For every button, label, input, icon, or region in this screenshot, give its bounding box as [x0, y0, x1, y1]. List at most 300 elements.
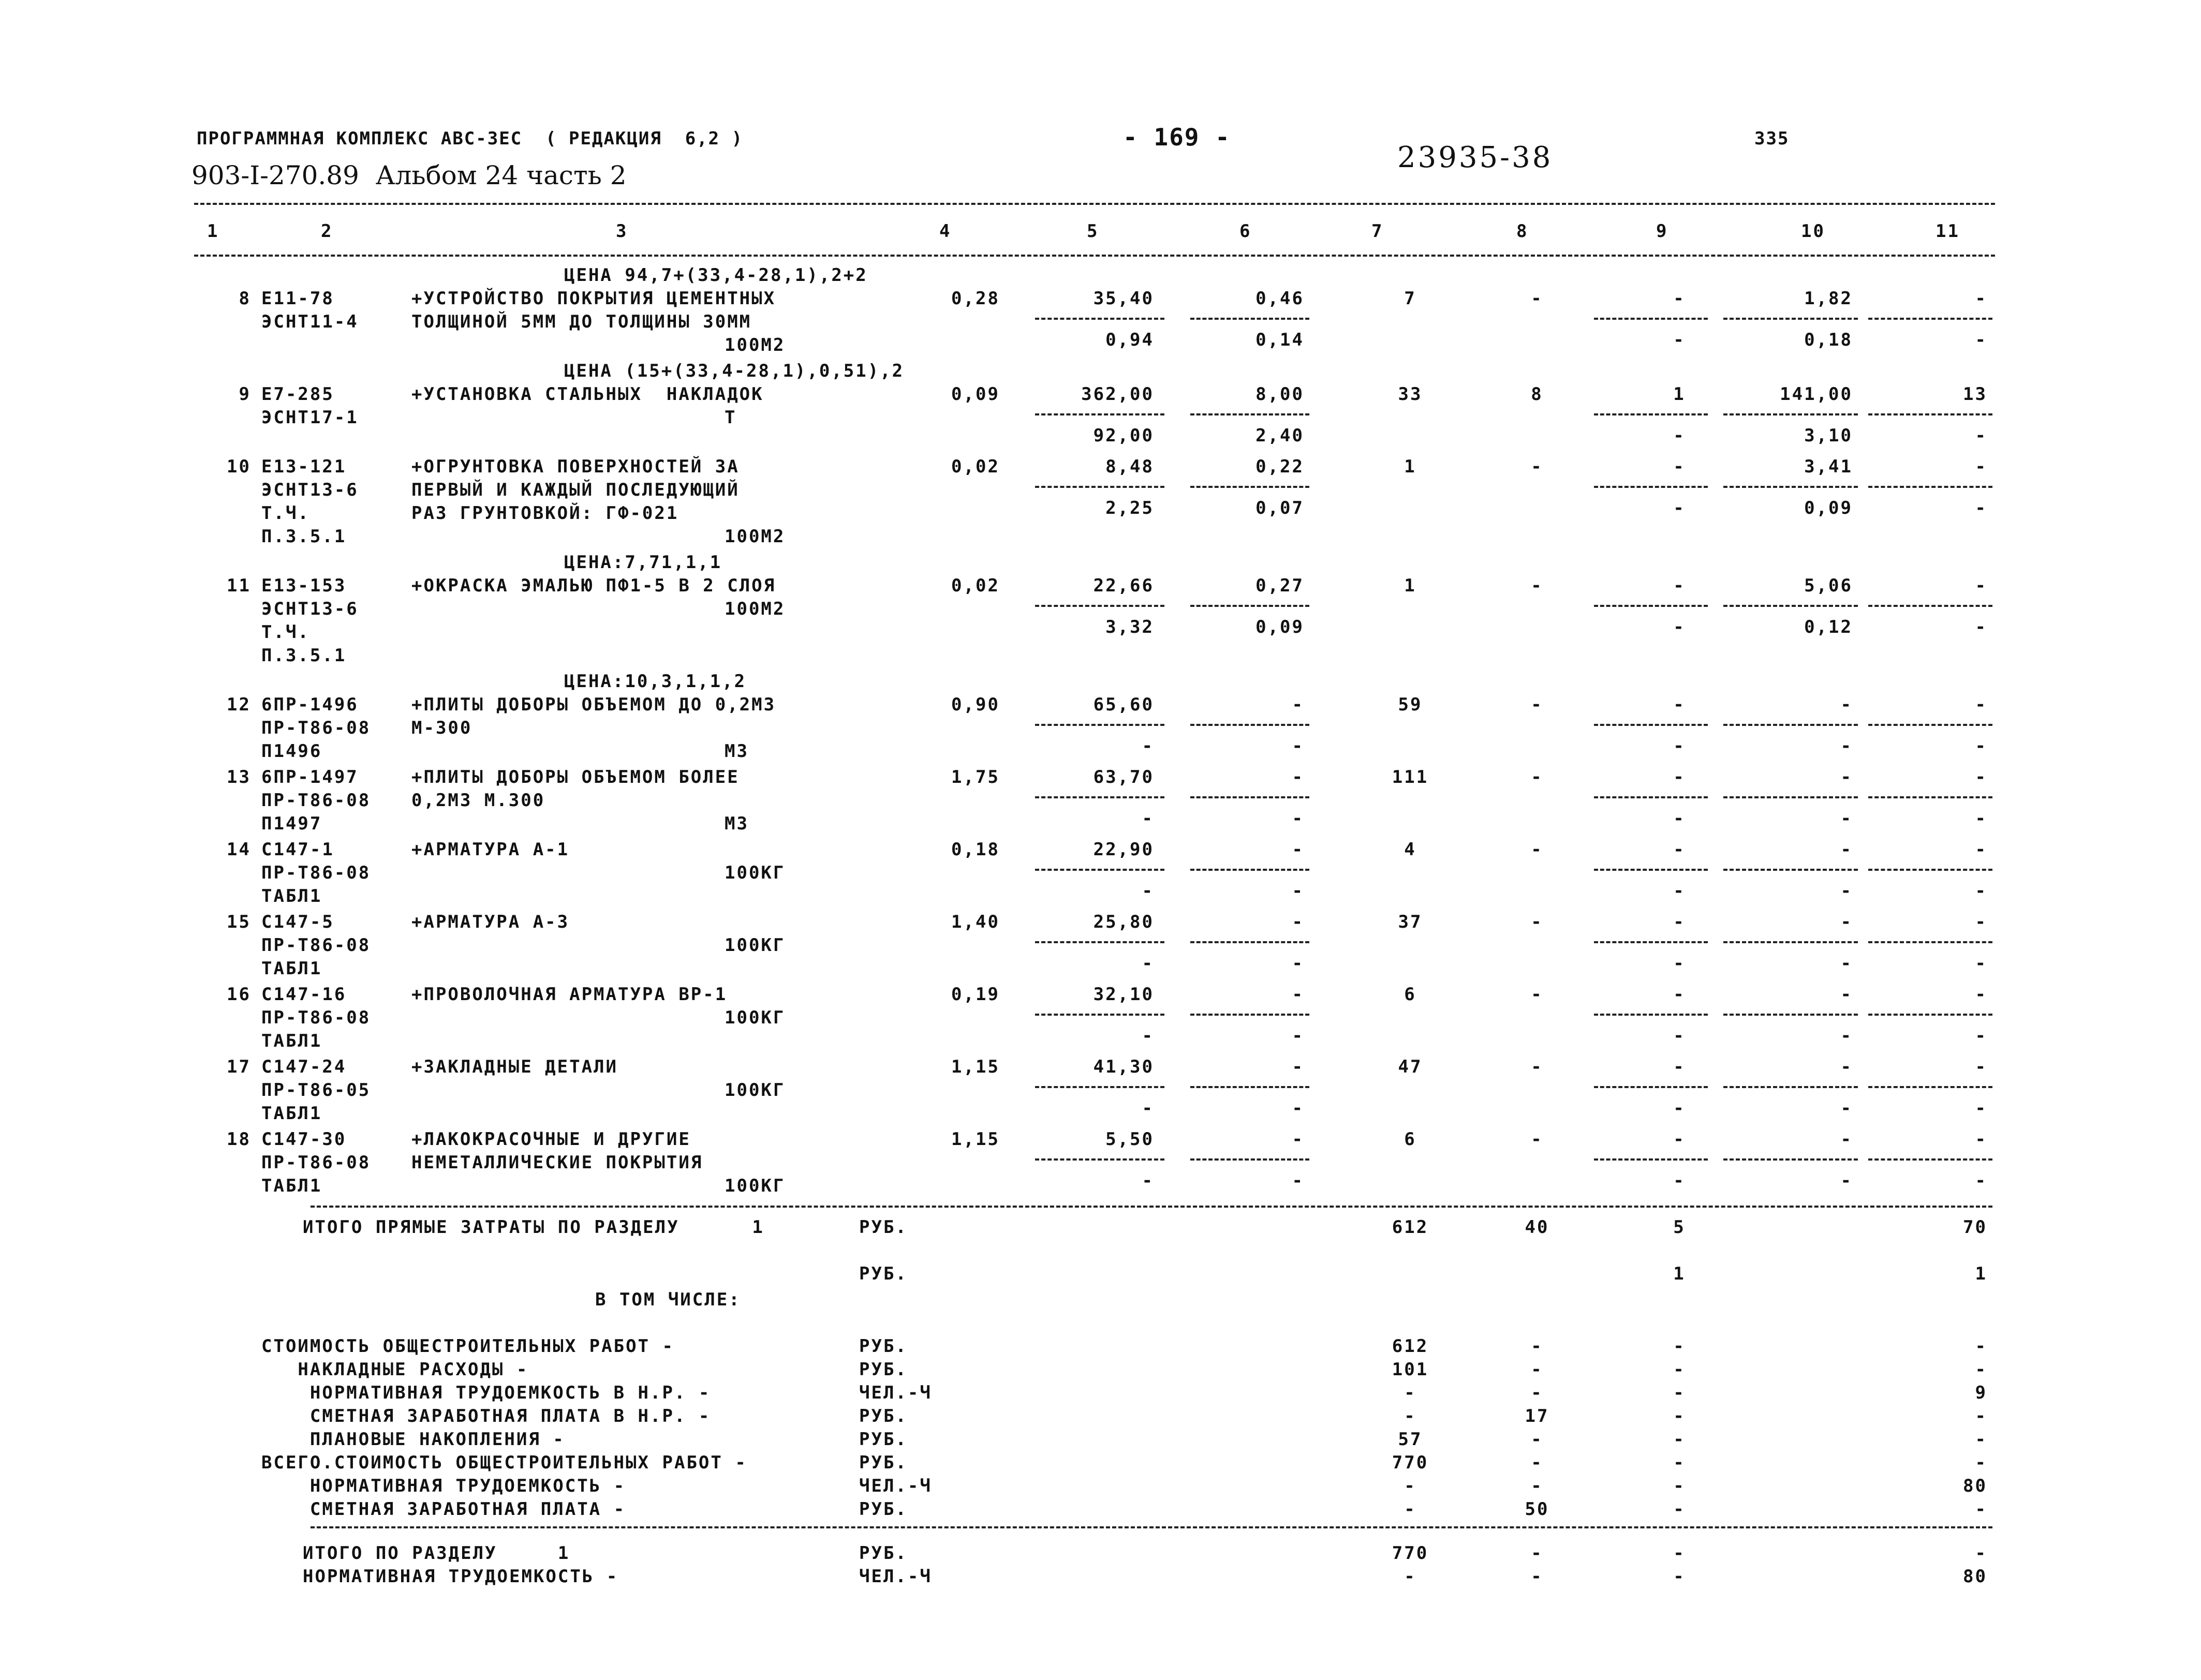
item-number: 10	[227, 456, 251, 477]
cell-rule	[1723, 869, 1858, 871]
summary-machine-cost: -	[1673, 1452, 1686, 1473]
item-code: ПР-Т86-08	[261, 1152, 371, 1173]
cell-rule	[1868, 869, 1992, 871]
summary-labor: -	[1975, 1452, 1987, 1473]
machine-cost: -	[1673, 1129, 1686, 1150]
total-wage: -	[1531, 839, 1543, 860]
total-wage: -	[1531, 694, 1543, 715]
cell-rule	[1594, 869, 1708, 871]
item-code: С147-24	[261, 1057, 347, 1077]
unit-cost-wage: 2,25	[1105, 498, 1154, 518]
cell-rule	[1868, 413, 1992, 415]
unit-machine-cost: -	[1292, 839, 1304, 860]
summary-wage: -	[1531, 1476, 1543, 1496]
item-number: 15	[227, 912, 251, 932]
table-row	[0, 838, 2201, 906]
labor-hours: 1,82	[1804, 288, 1853, 309]
column-number-5: 5	[1087, 221, 1099, 242]
item-code: Т.Ч.	[261, 622, 310, 643]
item-code: ТАБЛ1	[261, 1103, 322, 1124]
labor-hours: -	[1840, 984, 1853, 1005]
machine-hours: -	[1840, 881, 1853, 901]
cell-rule	[1035, 413, 1164, 415]
cell-rule	[1723, 724, 1858, 726]
item-description: +ПЛИТЫ ДОБОРЫ ОБЪЕМОМ БОЛЕЕ	[411, 767, 740, 787]
column-number-3: 3	[616, 221, 628, 242]
unit-cost-total: 65,60	[1093, 694, 1154, 715]
total-cost: 111	[1392, 767, 1429, 787]
item-code: П.3.5.1	[261, 526, 347, 547]
cell-rule	[1594, 486, 1708, 488]
summary-machine-cost: -	[1673, 1406, 1686, 1426]
direct-costs-sub-row	[0, 1262, 2201, 1286]
machine-wage: -	[1673, 617, 1686, 637]
item-unit: 100М2	[725, 335, 786, 355]
machine-hours: -	[1840, 1098, 1853, 1119]
column-number-10: 10	[1801, 221, 1825, 242]
cell-rule	[1594, 318, 1708, 320]
unit-cost-total: 63,70	[1093, 767, 1154, 787]
summary-wage: -	[1531, 1382, 1543, 1403]
total-wage: -	[1531, 1057, 1543, 1077]
item-description: +ПРОВОЛОЧНАЯ АРМАТУРА ВР-1	[411, 984, 728, 1005]
total-wage: -	[1531, 456, 1543, 477]
machine-total: -	[1975, 425, 1987, 446]
item-number: 11	[227, 575, 251, 596]
summary-wage: 40	[1525, 1217, 1549, 1238]
summary-unit: РУБ.	[859, 1263, 908, 1284]
total-wage: -	[1531, 575, 1543, 596]
cell-rule	[1723, 318, 1858, 320]
final-total-row	[0, 1565, 2201, 1588]
machine-cost: -	[1673, 456, 1686, 477]
item-description: +ПЛИТЫ ДОБОРЫ ОБЪЕМОМ ДО 0,2М3	[411, 694, 776, 715]
unit-machine-wage: 0,14	[1255, 330, 1304, 350]
cell-rule	[1190, 869, 1309, 871]
summary-machine-cost: -	[1673, 1336, 1686, 1357]
total-cost: 1	[1404, 575, 1416, 596]
item-code: С147-5	[261, 912, 334, 932]
machine-cost: -	[1673, 1057, 1686, 1077]
item-quantity: 0,09	[951, 384, 1000, 405]
cell-rule	[1868, 796, 1992, 798]
machine-cost: -	[1673, 984, 1686, 1005]
cell-rule	[1190, 1158, 1309, 1161]
header-rule-bottom	[194, 255, 1995, 257]
unit-machine-cost: -	[1292, 1129, 1304, 1150]
labor-total: -	[1975, 1129, 1987, 1150]
item-code: С147-1	[261, 839, 334, 860]
machine-hours: -	[1840, 1170, 1853, 1191]
item-code: ТАБЛ1	[261, 1176, 322, 1196]
machine-total: -	[1975, 953, 1987, 974]
cell-rule	[1594, 605, 1708, 607]
labor-hours: 3,41	[1804, 456, 1853, 477]
item-code: 6ПР-1496	[261, 694, 359, 715]
cell-rule	[1723, 605, 1858, 607]
totals-rule	[311, 1206, 1992, 1208]
machine-hours: -	[1840, 736, 1853, 756]
machine-total: -	[1975, 1170, 1987, 1191]
item-unit: 100КГ	[725, 1176, 786, 1196]
item-code: Е13-121	[261, 456, 347, 477]
unit-cost-wage: -	[1142, 1025, 1154, 1046]
machine-hours: 0,09	[1804, 498, 1853, 518]
machine-wage: -	[1673, 881, 1686, 901]
unit-machine-cost: 0,46	[1255, 288, 1304, 309]
unit-machine-cost: -	[1292, 694, 1304, 715]
cell-rule	[1868, 1158, 1992, 1161]
total-cost: 6	[1404, 984, 1416, 1005]
column-number-9: 9	[1656, 221, 1668, 242]
summary-labor: -	[1975, 1336, 1987, 1357]
item-code: ПР-Т86-08	[261, 790, 371, 811]
cell-rule	[1594, 413, 1708, 415]
labor-hours: -	[1840, 694, 1853, 715]
summary-label: ИТОГО ПО РАЗДЕЛУ 1	[303, 1543, 570, 1564]
cell-rule	[1723, 1086, 1858, 1088]
unit-machine-cost: 8,00	[1255, 384, 1304, 405]
item-unit: 100КГ	[725, 935, 786, 956]
unit-cost-wage: 0,94	[1105, 330, 1154, 350]
total-wage: -	[1531, 912, 1543, 932]
labor-total: -	[1975, 288, 1987, 309]
summary-wage: -	[1531, 1543, 1543, 1564]
unit-cost-wage: -	[1142, 1098, 1154, 1119]
unit-cost-wage: 92,00	[1093, 425, 1154, 446]
machine-cost: -	[1673, 288, 1686, 309]
machine-total: -	[1975, 808, 1987, 829]
unit-machine-wage: -	[1292, 1098, 1304, 1119]
item-code: ТАБЛ1	[261, 1031, 322, 1051]
item-quantity: 1,75	[951, 767, 1000, 787]
summary-labor: 70	[1963, 1217, 1987, 1238]
table-row	[0, 1128, 2201, 1196]
total-cost: 47	[1398, 1057, 1423, 1077]
total-wage: -	[1531, 1129, 1543, 1150]
table-row	[0, 911, 2201, 979]
total-cost: 7	[1404, 288, 1416, 309]
summary-wage: -	[1531, 1336, 1543, 1357]
cell-rule	[1190, 1014, 1309, 1016]
item-code: ЭСНТ17-1	[261, 407, 359, 428]
summary-label: ИТОГО ПРЯМЫЕ ЗАТРАТЫ ПО РАЗДЕЛУ 1	[303, 1217, 764, 1238]
summary-machine-cost: -	[1673, 1566, 1686, 1587]
summary-label: ВСЕГО.СТОИМОСТЬ ОБЩЕСТРОИТЕЛЬНЫХ РАБОТ -	[261, 1452, 747, 1473]
item-code: ПР-Т86-08	[261, 718, 371, 738]
summary-labor: -	[1975, 1406, 1987, 1426]
machine-hours: -	[1840, 808, 1853, 829]
item-quantity: 0,90	[951, 694, 1000, 715]
cell-rule	[1723, 941, 1858, 943]
item-code: ЭСНТ13-6	[261, 480, 359, 500]
table-row	[0, 693, 2201, 762]
item-quantity: 0,02	[951, 456, 1000, 477]
summary-machine-cost: -	[1673, 1359, 1686, 1380]
cell-rule	[1868, 941, 1992, 943]
machine-wage: -	[1673, 330, 1686, 350]
item-code: П.3.5.1	[261, 645, 347, 666]
summary-unit: РУБ.	[859, 1543, 908, 1564]
summary-total-cost: -	[1404, 1406, 1416, 1426]
labor-hours: -	[1840, 1057, 1853, 1077]
summary-machine-cost: -	[1673, 1382, 1686, 1403]
machine-hours: -	[1840, 1025, 1853, 1046]
total-cost: 4	[1404, 839, 1416, 860]
unit-machine-wage: 2,40	[1255, 425, 1304, 446]
item-description: +АРМАТУРА А-1	[411, 839, 570, 860]
item-code: ПР-Т86-05	[261, 1080, 371, 1101]
unit-cost-total: 25,80	[1093, 912, 1154, 932]
unit-machine-cost: -	[1292, 767, 1304, 787]
machine-cost: -	[1673, 767, 1686, 787]
summary-row	[0, 1335, 2201, 1358]
item-number: 13	[227, 767, 251, 787]
column-number-11: 11	[1936, 221, 1960, 242]
labor-total: -	[1975, 694, 1987, 715]
summary-labor: -	[1975, 1499, 1987, 1520]
cell-rule	[1035, 941, 1164, 943]
total-cost: 1	[1404, 456, 1416, 477]
total-cost: 33	[1398, 384, 1423, 405]
summary-unit: ЧЕЛ.-Ч	[859, 1382, 932, 1403]
total-cost: 59	[1398, 694, 1423, 715]
item-code: ПР-Т86-08	[261, 935, 371, 956]
cell-rule	[1035, 1086, 1164, 1088]
summary-unit: РУБ.	[859, 1406, 908, 1426]
item-quantity: 1,40	[951, 912, 1000, 932]
summary-label: НАКЛАДНЫЕ РАСХОДЫ -	[261, 1359, 529, 1380]
column-header-row	[0, 220, 2201, 243]
price-formula: ЦЕНА 94,7+(33,4-28,1),2+2	[564, 265, 868, 286]
machine-total: -	[1975, 1098, 1987, 1119]
cell-rule	[1723, 1158, 1858, 1161]
labor-hours: -	[1840, 767, 1853, 787]
cell-rule	[1035, 486, 1164, 488]
summary-total-cost: 770	[1392, 1543, 1429, 1564]
summary-total-cost: 57	[1398, 1429, 1423, 1450]
summary-row	[0, 1428, 2201, 1451]
cell-rule	[1190, 605, 1309, 607]
summary-unit: РУБ.	[859, 1359, 908, 1380]
cell-rule	[1868, 724, 1992, 726]
summary-machine-cost: -	[1673, 1499, 1686, 1520]
item-number: 12	[227, 694, 251, 715]
column-number-2: 2	[321, 221, 333, 242]
machine-hours: -	[1840, 953, 1853, 974]
page-number: - 169 -	[1123, 123, 1231, 151]
summary-label: НОРМАТИВНАЯ ТРУДОЕМКОСТЬ В Н.Р. -	[261, 1382, 711, 1403]
unit-cost-total: 32,10	[1093, 984, 1154, 1005]
labor-total: -	[1975, 456, 1987, 477]
direct-costs-row	[0, 1216, 2201, 1239]
item-description: +ОКРАСКА ЭМАЛЬЮ ПФ1-5 В 2 СЛОЯ	[411, 575, 776, 596]
final-total-row	[0, 1542, 2201, 1565]
unit-cost-wage: -	[1142, 881, 1154, 901]
unit-machine-cost: -	[1292, 912, 1304, 932]
total-wage: -	[1531, 288, 1543, 309]
machine-cost: -	[1673, 575, 1686, 596]
unit-cost-total: 35,40	[1093, 288, 1154, 309]
unit-machine-wage: 0,09	[1255, 617, 1304, 637]
document-code: 903-I-270.89 Альбом 24 часть 2	[191, 160, 627, 190]
unit-cost-wage: -	[1142, 808, 1154, 829]
unit-cost-wage: -	[1142, 736, 1154, 756]
item-unit: 100КГ	[725, 1007, 786, 1028]
labor-total: -	[1975, 575, 1987, 596]
summary-label: СТОИМОСТЬ ОБЩЕСТРОИТЕЛЬНЫХ РАБОТ -	[261, 1336, 674, 1357]
summary-labor: -	[1975, 1429, 1987, 1450]
table-row	[0, 287, 2201, 355]
labor-hours: -	[1840, 839, 1853, 860]
summary-row	[0, 1451, 2201, 1475]
item-description: +АРМАТУРА А-3	[411, 912, 570, 932]
unit-machine-cost: 0,22	[1255, 456, 1304, 477]
summary-total-cost: -	[1404, 1382, 1416, 1403]
summary-wage: -	[1531, 1566, 1543, 1587]
summary-unit: РУБ.	[859, 1217, 908, 1238]
summary-unit: РУБ.	[859, 1336, 908, 1357]
table-row	[0, 983, 2201, 1051]
cell-rule	[1594, 1158, 1708, 1161]
item-code: П1496	[261, 741, 322, 762]
cell-rule	[1868, 605, 1992, 607]
machine-wage: -	[1673, 425, 1686, 446]
summary-unit: ЧЕЛ.-Ч	[859, 1476, 932, 1496]
machine-total: -	[1975, 498, 1987, 518]
item-description: НЕМЕТАЛЛИЧЕСКИЕ ПОКРЫТИЯ	[411, 1152, 703, 1173]
machine-hours: 0,18	[1804, 330, 1853, 350]
machine-total: -	[1975, 330, 1987, 350]
item-description: ТОЛЩИНОЙ 5ММ ДО ТОЛЩИНЫ 30ММ	[411, 311, 752, 332]
item-description: +УСТАНОВКА СТАЛЬНЫХ НАКЛАДОК	[411, 384, 764, 405]
item-code: Е13-153	[261, 575, 347, 596]
item-description: М-300	[411, 718, 472, 738]
cell-rule	[1035, 1158, 1164, 1161]
summary-labor: -	[1975, 1543, 1987, 1564]
summary-total-cost: 770	[1392, 1452, 1429, 1473]
item-code: 6ПР-1497	[261, 767, 359, 787]
summary-unit: РУБ.	[859, 1429, 908, 1450]
price-formula: ЦЕНА:7,71,1,1	[564, 552, 722, 573]
total-cost: 37	[1398, 912, 1423, 932]
item-code: ПР-Т86-08	[261, 1007, 371, 1028]
item-description: +УСТРОЙСТВО ПОКРЫТИЯ ЦЕМЕНТНЫХ	[411, 288, 776, 309]
labor-total: -	[1975, 839, 1987, 860]
item-number: 14	[227, 839, 251, 860]
cell-rule	[1594, 1014, 1708, 1016]
cell-rule	[1190, 724, 1309, 726]
machine-cost: -	[1673, 839, 1686, 860]
item-code: ЭСНТ11-4	[261, 311, 359, 332]
item-quantity: 1,15	[951, 1129, 1000, 1150]
item-quantity: 0,18	[951, 839, 1000, 860]
summary-label: СМЕТНАЯ ЗАРАБОТНАЯ ПЛАТА В Н.Р. -	[261, 1406, 711, 1426]
unit-cost-total: 22,66	[1093, 575, 1154, 596]
total-wage: -	[1531, 984, 1543, 1005]
summary-unit: РУБ.	[859, 1499, 908, 1520]
sheet-number: 335	[1754, 128, 1790, 149]
summary-row	[0, 1358, 2201, 1381]
summary-label: ПЛАНОВЫЕ НАКОПЛЕНИЯ -	[261, 1429, 565, 1450]
unit-machine-wage: -	[1292, 808, 1304, 829]
summary-machine-cost: -	[1673, 1476, 1686, 1496]
cell-rule	[1723, 413, 1858, 415]
unit-cost-total: 362,00	[1081, 384, 1154, 405]
summary-machine-cost: -	[1673, 1429, 1686, 1450]
item-unit: 100М2	[725, 599, 786, 619]
machine-total: -	[1975, 617, 1987, 637]
item-code: П1497	[261, 813, 322, 834]
price-formula: ЦЕНА (15+(33,4-28,1),0,51),2	[564, 361, 905, 381]
machine-total: -	[1975, 736, 1987, 756]
cell-rule	[1190, 486, 1309, 488]
summary-label: НОРМАТИВНАЯ ТРУДОЕМКОСТЬ -	[261, 1476, 626, 1496]
summary-row	[0, 1405, 2201, 1428]
summary-machine-cost: 1	[1673, 1263, 1686, 1284]
item-unit: 100КГ	[725, 1080, 786, 1101]
unit-machine-wage: -	[1292, 881, 1304, 901]
total-wage: -	[1531, 767, 1543, 787]
final-rule	[311, 1526, 1992, 1528]
cell-rule	[1190, 318, 1309, 320]
summary-row	[0, 1498, 2201, 1521]
summary-row	[0, 1381, 2201, 1405]
cell-rule	[1868, 1086, 1992, 1088]
program-title: ПРОГРАММНАЯ КОМПЛЕКС АВС-ЗЕС ( РЕДАКЦИЯ 6,2 )	[197, 128, 744, 149]
cell-rule	[1594, 796, 1708, 798]
summary-labor: 80	[1963, 1566, 1987, 1587]
cell-rule	[1035, 318, 1164, 320]
summary-labor: 80	[1963, 1476, 1987, 1496]
header-rule-top	[194, 203, 1995, 205]
item-description: +ЛАКОКРАСОЧНЫЕ И ДРУГИЕ	[411, 1129, 691, 1150]
column-number-1: 1	[207, 221, 219, 242]
labor-total: -	[1975, 912, 1987, 932]
cell-rule	[1594, 724, 1708, 726]
item-code: Т.Ч.	[261, 503, 310, 524]
item-quantity: 0,02	[951, 575, 1000, 596]
machine-hours: 0,12	[1804, 617, 1853, 637]
total-wage: 8	[1531, 384, 1543, 405]
including-heading: В ТОМ ЧИСЛЕ:	[595, 1289, 741, 1310]
item-unit: 100КГ	[725, 863, 786, 883]
unit-cost-total: 5,50	[1105, 1129, 1154, 1150]
summary-wage: -	[1531, 1359, 1543, 1380]
machine-wage: -	[1673, 498, 1686, 518]
summary-label: СМЕТНАЯ ЗАРАБОТНАЯ ПЛАТА -	[261, 1499, 626, 1520]
unit-machine-cost: -	[1292, 984, 1304, 1005]
item-code: С147-30	[261, 1129, 347, 1150]
item-code: ТАБЛ1	[261, 886, 322, 906]
cell-rule	[1723, 486, 1858, 488]
summary-wage: -	[1531, 1429, 1543, 1450]
summary-labor: -	[1975, 1359, 1987, 1380]
summary-unit: ЧЕЛ.-Ч	[859, 1566, 932, 1587]
labor-total: -	[1975, 984, 1987, 1005]
item-code: С147-16	[261, 984, 347, 1005]
labor-hours: 5,06	[1804, 575, 1853, 596]
price-formula: ЦЕНА:10,3,1,1,2	[564, 671, 747, 692]
item-unit: М3	[725, 813, 749, 834]
item-number: 16	[227, 984, 251, 1005]
machine-wage: -	[1673, 953, 1686, 974]
labor-hours: -	[1840, 912, 1853, 932]
unit-machine-wage: -	[1292, 736, 1304, 756]
item-number: 17	[227, 1057, 251, 1077]
column-number-7: 7	[1371, 221, 1384, 242]
cell-rule	[1190, 941, 1309, 943]
